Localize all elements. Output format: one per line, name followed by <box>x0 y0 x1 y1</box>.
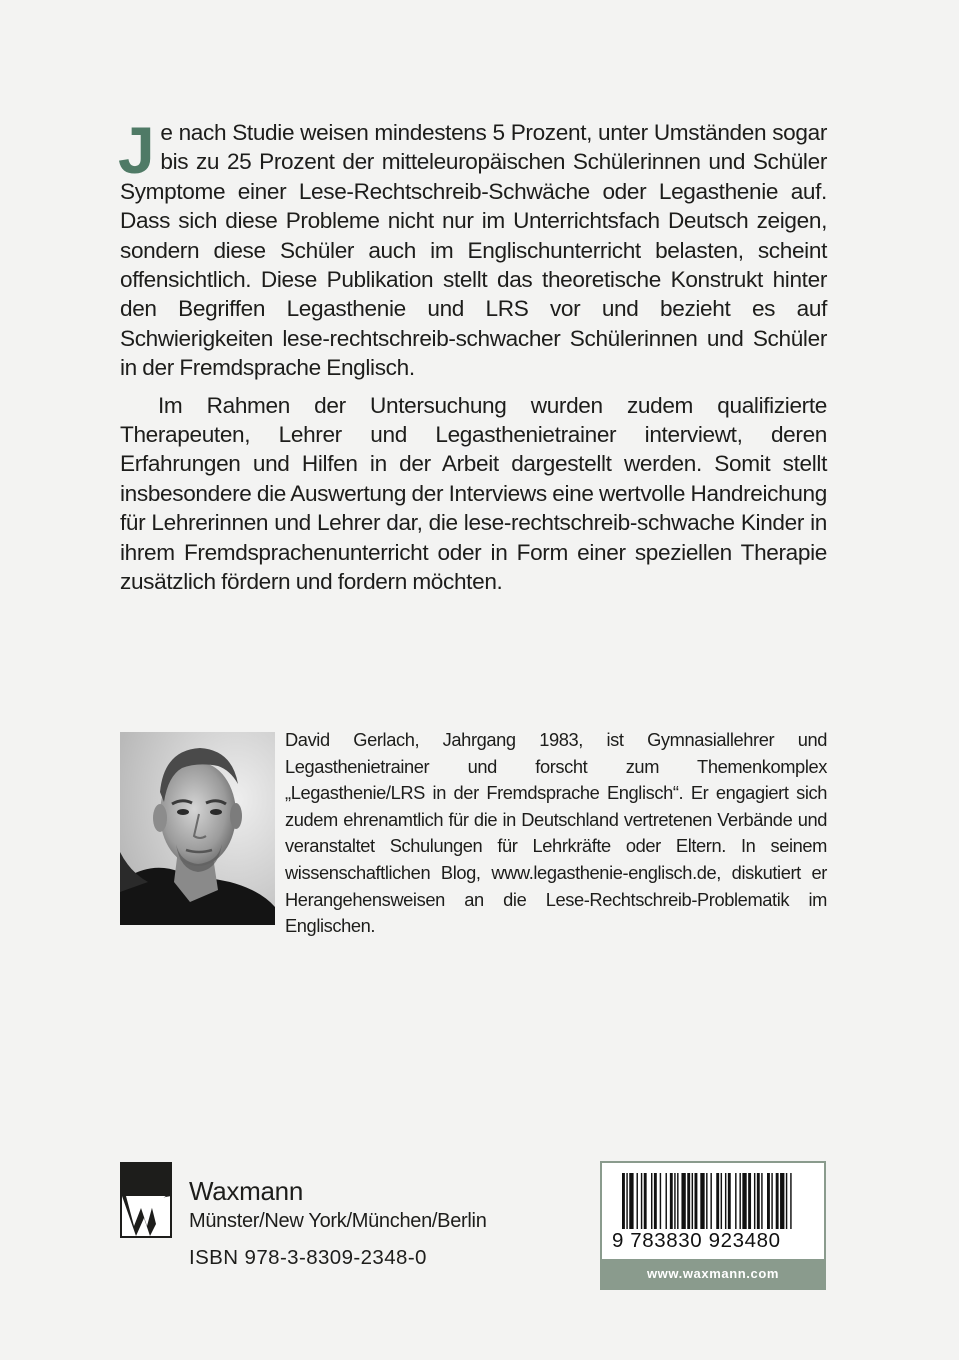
barcode-digits: 9 783830 923480 <box>612 1229 817 1253</box>
blurb-paragraph-1-text: e nach Studie weisen mindestens 5 Prozent, unter Umständen sogar bis zu 25 Prozent der mitteleuropäischen Schülerinnen und Schüler Symptome einer Lese-Rechtschreib-Schwäche oder Legasthenie auf. Dass sich diese Probleme nicht nur im Unterrichtsfach Deutsch zeigen, sondern diese Schüler auch im Englischunterricht belasten, scheint offensichtlich. Diese Publikation stellt das theoretische Konstrukt hinter den Begriffen Legasthenie und LRS vor und bezieht es auf Schwierigkeiten lese-rechtschreib-schwacher Schülerinnen und Schüler in der Fremdsprache Englisch. <box>120 120 827 381</box>
drop-cap: J <box>118 113 155 187</box>
author-bio <box>285 727 827 940</box>
isbn-text: ISBN 978-3-8309-2348-0 <box>189 1246 427 1269</box>
barcode-box <box>600 1161 826 1290</box>
barcode-url: www.waxmann.com <box>602 1259 824 1288</box>
author-photo <box>120 732 275 925</box>
blurb-paragraph-2: Im Rahmen der Untersuchung wurden zudem qualifizierte Therapeuten, Lehrer und Legasthenietrainer interviewt, deren Erfahrungen und Hilfen in der Arbeit dargestellt werden. Somit stellt insbesondere die Auswertung der Interviews eine wertvolle Handreichung für Lehrerinnen und Lehrer dar, die lese-rechtschreib-schwache Kinder in ihrem Fremdsprachenunterricht oder in Form einer speziellen Therapie zusätzlich fördern und fordern möchten. <box>120 392 827 595</box>
publisher-name: Waxmann <box>189 1176 303 1206</box>
waxmann-logo <box>120 1162 172 1238</box>
blurb-paragraph-1 <box>118 113 827 383</box>
author-bio-text: David Gerlach, Jahrgang 1983, ist Gymnasiallehrer und Legasthenietrainer und forscht zum Themenkomplex „Legasthenie/LRS in der Fremdsprache Englisch“. Er engagiert sich zudem ehrenamtlich für die in Deutschland vertretenen Verbände und veranstaltet Schulungen für Lehrkräfte oder Eltern. In seinem wissenschaftlichen Blog, www.legasthenie-englisch.de, diskutiert er Herangehensweisen an die Lese-Rechtschreib-Problematik im Englischen. <box>285 729 827 937</box>
publisher-cities: Münster/New York/München/Berlin <box>189 1210 487 1232</box>
back-cover-blurb <box>118 113 827 597</box>
